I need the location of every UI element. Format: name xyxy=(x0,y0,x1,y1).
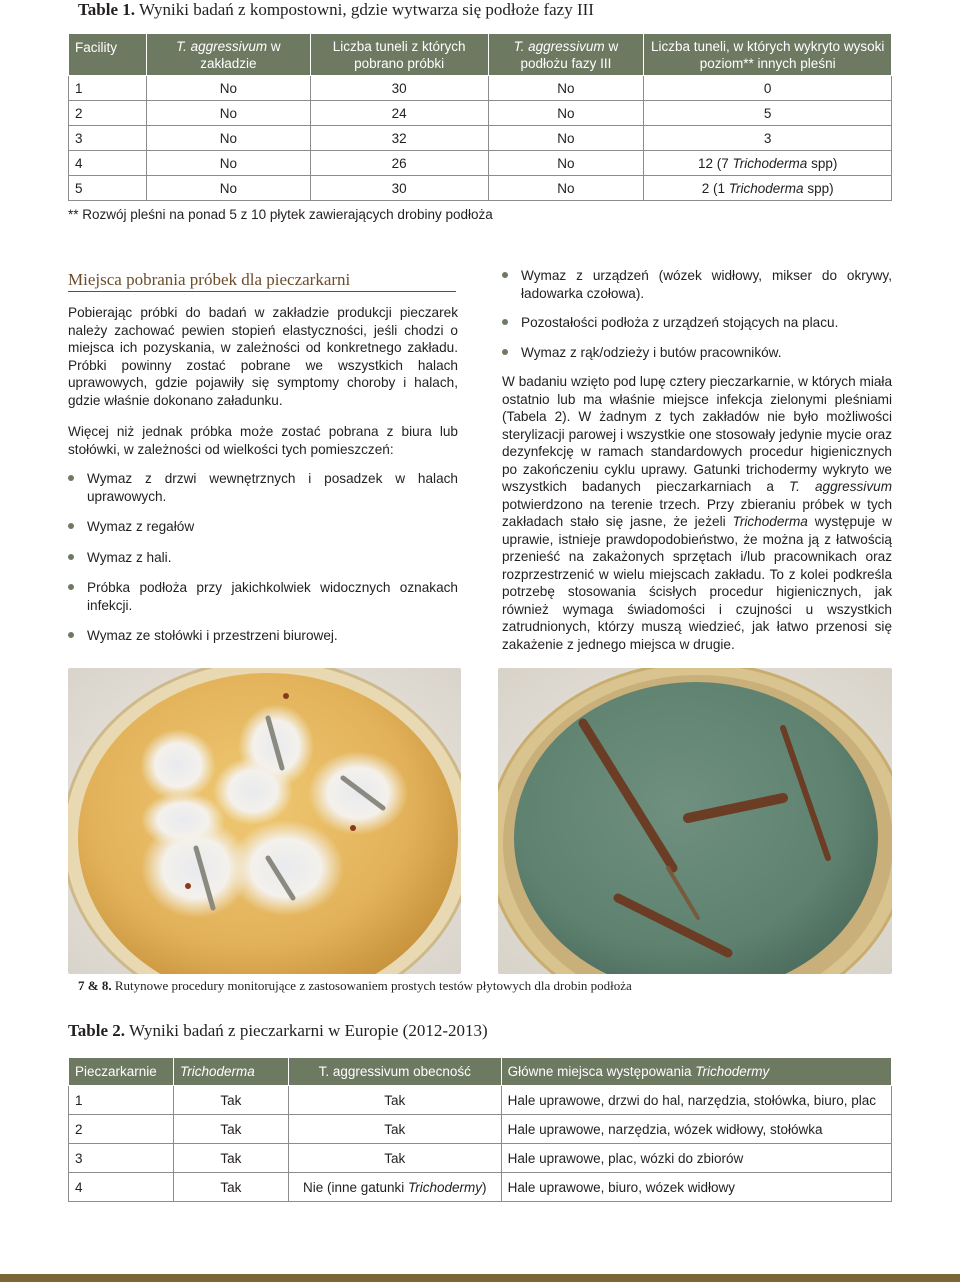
cell-trichoderma: Tak xyxy=(173,1115,288,1144)
cell-places: Hale uprawowe, drzwi do hal, narzędzia, stołówka, biuro, plac xyxy=(501,1086,891,1115)
petri-dish-yellow-image xyxy=(68,668,461,974)
table1-header-facility: Facility xyxy=(69,34,147,76)
list-item: Wymaz ze stołówki i przestrzeni biurowej. xyxy=(68,627,458,645)
caption-text: Rutynowe procedury monitorujące z zastosowaniem prostych testów płytowych dla drobin podłoża xyxy=(114,978,632,993)
cell-facility: 2 xyxy=(69,101,147,126)
list-item: Pozostałości podłoża z urządzeń stojących na placu. xyxy=(502,314,892,332)
table2-title xyxy=(68,1021,488,1041)
cell-places: Hale uprawowe, biuro, wózek widłowy xyxy=(501,1173,891,1202)
table2-header-row xyxy=(69,1058,892,1086)
cell-farm: 4 xyxy=(69,1173,174,1202)
table-row xyxy=(69,1086,892,1115)
left-paragraph-2: Więcej niż jednak próbka może zostać pobrana z biura lub stołówki, w zależności od wielkości tych pomieszczeń: xyxy=(68,424,458,457)
table-row xyxy=(69,1115,892,1144)
table1-footnote: ** Rozwój pleśni na ponad 5 z 10 płytek zawierających drobiny podłoża xyxy=(68,207,493,222)
bullet-dot-icon xyxy=(68,584,74,590)
table2 xyxy=(68,1057,892,1202)
table1-header-other-molds: Liczba tuneli, w których wykryto wysoki poziom** innych pleśni xyxy=(644,34,892,76)
right-paragraph: W badaniu wzięto pod lupę cztery pieczarkarnie, w których miała ostatnio lub ma właśnie miejsce infekcja zielonymi pleśniami (Tabela 2). W żadnym z tych zakładów nie było możliwości sterylizacji parowej i wszystkie one stosowały jedynie mycie oraz dezynfekcję w ramach standardowych procedur higienicznych po zakończeniu cyklu uprawy. Gatunki trichodermy wykryto we wszystkich badanych pieczarkarniach a T. aggressivum potwierdzono na terenie trzech. Przy zbieraniu próbek w tych zakładach stało się jasne, że jeżeli Trichoderma występuje w uprawie, istnieje prawdopodobieństwo, że można ją z łatwością przenieść na zakażonych sprzętach i/lub pracownikach oraz rozprzestrzenić w wielu miejscach zakładu. To z kolei podkreśla potrzebę stosowania ścisłych procedur higienicznych, jak również wymaga świadomości i czujności u wszystkich zatrudnionych, którzy muszą wiedzieć, jak łatwo przenosi się zakażenie z jednego miejsca w drugie. xyxy=(502,374,893,652)
bullet-dot-icon xyxy=(502,319,508,325)
cell-other: 5 xyxy=(644,101,892,126)
left-column xyxy=(68,270,458,645)
petri-dish-photo-2 xyxy=(498,668,892,974)
table1-title-number: Table 1. xyxy=(78,0,136,19)
caption-number: 7 & 8. xyxy=(78,978,112,993)
table1-header-ta-facility: T. aggressivum w zakładzie xyxy=(146,34,310,76)
cell-phase3: No xyxy=(488,151,644,176)
right-column xyxy=(502,267,892,653)
cell-places: Hale uprawowe, narzędzia, wózek widłowy, stołówka xyxy=(501,1115,891,1144)
cell-facility: 3 xyxy=(69,126,147,151)
cell-ta-presence: Tak xyxy=(288,1144,501,1173)
cell-tunnels: 32 xyxy=(310,126,488,151)
cell-tunnels: 30 xyxy=(310,176,488,201)
cell-trichoderma: Tak xyxy=(173,1173,288,1202)
table2-header-trichoderma: Trichoderma xyxy=(173,1058,288,1086)
cell-facility: 4 xyxy=(69,151,147,176)
table1-title-text: Wyniki badań z kompostowni, gdzie wytwarza się podłoże fazy III xyxy=(138,0,594,19)
cell-phase3: No xyxy=(488,176,644,201)
table-row xyxy=(69,126,892,151)
section-title: Miejsca pobrania próbek dla pieczarkarni xyxy=(68,270,456,292)
cell-ta: No xyxy=(146,126,310,151)
list-item: Wymaz z drzwi wewnętrznych i posadzek w halach uprawowych. xyxy=(68,470,458,505)
petri-dish-photo-1 xyxy=(68,668,461,974)
cell-phase3: No xyxy=(488,76,644,101)
cell-other: 3 xyxy=(644,126,892,151)
table-row xyxy=(69,176,892,201)
table2-title-text: Wyniki badań z pieczarkarni w Europie (2012-2013) xyxy=(128,1021,488,1040)
cell-places: Hale uprawowe, plac, wózki do zbiorów xyxy=(501,1144,891,1173)
cell-tunnels: 30 xyxy=(310,76,488,101)
list-item: Próbka podłoża przy jakichkolwiek widocznych oznakach infekcji. xyxy=(68,579,458,614)
bullet-dot-icon xyxy=(68,523,74,529)
table1-header-tunnels: Liczba tuneli z których pobrano próbki xyxy=(310,34,488,76)
bullet-dot-icon xyxy=(502,272,508,278)
cell-ta-presence: Tak xyxy=(288,1086,501,1115)
cell-tunnels: 24 xyxy=(310,101,488,126)
cell-phase3: No xyxy=(488,101,644,126)
table1-title xyxy=(78,0,594,20)
left-bullet-list xyxy=(68,470,458,645)
left-paragraph-1: Pobierając próbki do badań w zakładzie produkcji pieczarek należy zachować pewien stopień elastyczności, jeśli chodzi o miejsca ich pozyskania, w zależności od konkretnego zakładu. Próbki powinny zostać pobrane we wszystkich halach uprawowych, gdzie pojawiły się symptomy choroby i halach, gdzie właśnie dokonano załadunku. xyxy=(68,305,458,408)
cell-phase3: No xyxy=(488,126,644,151)
cell-other: 2 (1 Trichoderma spp) xyxy=(644,176,892,201)
cell-trichoderma: Tak xyxy=(173,1086,288,1115)
table1-header-ta-phase3: T. aggressivum w podłożu fazy III xyxy=(488,34,644,76)
table1 xyxy=(68,33,892,201)
cell-farm: 2 xyxy=(69,1115,174,1144)
table-row xyxy=(69,1144,892,1173)
cell-tunnels: 26 xyxy=(310,151,488,176)
table2-header-farms: Pieczarkarnie xyxy=(69,1058,174,1086)
table2-header-ta-presence: T. aggressivum obecność xyxy=(288,1058,501,1086)
cell-farm: 3 xyxy=(69,1144,174,1173)
bullet-dot-icon xyxy=(68,475,74,481)
table-row xyxy=(69,1173,892,1202)
cell-trichoderma: Tak xyxy=(173,1144,288,1173)
cell-ta: No xyxy=(146,151,310,176)
list-item: Wymaz z rąk/odzieży i butów pracowników. xyxy=(502,344,892,362)
table1-header-row xyxy=(69,34,892,76)
bullet-dot-icon xyxy=(68,554,74,560)
petri-dish-green-image xyxy=(498,668,892,974)
bullet-dot-icon xyxy=(502,349,508,355)
cell-ta: No xyxy=(146,176,310,201)
cell-ta: No xyxy=(146,101,310,126)
figure-caption xyxy=(78,978,632,994)
bullet-dot-icon xyxy=(68,632,74,638)
table2-title-number: Table 2. xyxy=(68,1021,126,1040)
list-item: Wymaz z urządzeń (wózek widłowy, mikser do okrywy, ładowarka czołowa). xyxy=(502,267,892,302)
table-row xyxy=(69,151,892,176)
cell-ta-presence: Tak xyxy=(288,1115,501,1144)
cell-facility: 5 xyxy=(69,176,147,201)
table2-header-places: Główne miejsca występowania Trichodermy xyxy=(501,1058,891,1086)
cell-other: 12 (7 Trichoderma spp) xyxy=(644,151,892,176)
list-item: Wymaz z regałów xyxy=(68,518,458,536)
list-item: Wymaz z hali. xyxy=(68,549,458,567)
cell-farm: 1 xyxy=(69,1086,174,1115)
table-row xyxy=(69,76,892,101)
footer-bar xyxy=(0,1274,960,1282)
right-bullet-list xyxy=(502,267,892,361)
cell-facility: 1 xyxy=(69,76,147,101)
cell-ta-presence: Nie (inne gatunki Trichodermy) xyxy=(288,1173,501,1202)
cell-other: 0 xyxy=(644,76,892,101)
cell-ta: No xyxy=(146,76,310,101)
table-row xyxy=(69,101,892,126)
